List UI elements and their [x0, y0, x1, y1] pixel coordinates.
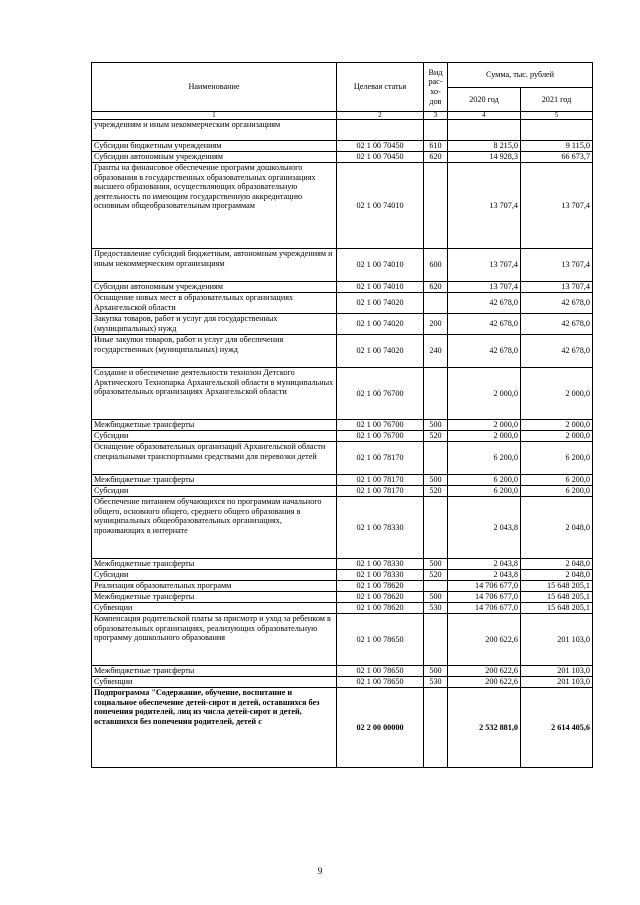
row-code: 02 1 00 78330	[337, 570, 424, 581]
row-sum-2021: 66 673,7	[521, 152, 593, 163]
row-code: 02 1 00 78620	[337, 603, 424, 614]
column-number: 1	[92, 112, 337, 120]
table-row	[92, 677, 593, 688]
row-sum-2020: 42 678,0	[448, 314, 521, 335]
row-name: Межбюджетные трансферты	[92, 420, 337, 431]
table-row	[92, 581, 593, 592]
table-row	[92, 282, 593, 293]
table-row	[92, 368, 593, 420]
row-sum-2020: 200 622,6	[448, 666, 521, 677]
row-vid	[424, 368, 448, 420]
row-sum-2020: 42 678,0	[448, 293, 521, 314]
row-code	[337, 120, 424, 141]
row-sum-2021: 201 103,0	[521, 677, 593, 688]
column-number: 4	[448, 112, 521, 120]
header-vid: Вид рас-хо-дов	[424, 63, 448, 112]
row-vid	[424, 581, 448, 592]
row-vid	[424, 120, 448, 141]
table-row	[92, 570, 593, 581]
table-row	[92, 475, 593, 486]
row-sum-2020: 8 215,0	[448, 141, 521, 152]
row-sum-2021: 2 614 405,6	[521, 688, 593, 768]
page-number: 9	[317, 866, 323, 876]
row-sum-2021: 15 648 205,1	[521, 581, 593, 592]
row-name: Субсидии автономным учреждениям	[92, 282, 337, 293]
row-name: Субсидии	[92, 570, 337, 581]
row-sum-2021: 15 648 205,1	[521, 603, 593, 614]
row-vid: 620	[424, 282, 448, 293]
row-name: Оснащение образовательных организаций Архангельской области специальными транспортными средствами для перевозки детей	[92, 442, 337, 475]
row-name: Субвенции	[92, 603, 337, 614]
row-vid: 530	[424, 677, 448, 688]
column-number: 5	[521, 112, 593, 120]
row-code: 02 1 00 78650	[337, 614, 424, 666]
row-code: 02 1 00 76700	[337, 368, 424, 420]
row-name: Предоставление субсидий бюджетным, автономным учреждениям и иным некоммерческим организациям	[92, 249, 337, 282]
row-code: 02 1 00 78650	[337, 666, 424, 677]
header-2021: 2021 год	[521, 88, 593, 112]
row-sum-2020: 2 043,8	[448, 559, 521, 570]
row-sum-2020: 2 532 881,0	[448, 688, 521, 768]
row-code: 02 1 00 74020	[337, 293, 424, 314]
row-name: Межбюджетные трансферты	[92, 666, 337, 677]
row-sum-2020: 2 000,0	[448, 368, 521, 420]
row-code: 02 1 00 78170	[337, 475, 424, 486]
row-code: 02 1 00 74010	[337, 163, 424, 249]
column-numbers-row	[92, 112, 593, 120]
row-sum-2021: 42 678,0	[521, 314, 593, 335]
row-sum-2020: 2 000,0	[448, 420, 521, 431]
header-code: Целевая статья	[337, 63, 424, 112]
row-sum-2021: 201 103,0	[521, 614, 593, 666]
row-vid: 530	[424, 603, 448, 614]
row-sum-2020: 2 000,0	[448, 431, 521, 442]
header-sum: Сумма, тыс. рублей	[448, 63, 593, 88]
table-row	[92, 603, 593, 614]
column-number: 2	[337, 112, 424, 120]
row-vid: 500	[424, 559, 448, 570]
table-row	[92, 293, 593, 314]
row-vid	[424, 688, 448, 768]
row-sum-2020: 14 706 677,0	[448, 581, 521, 592]
row-code: 02 1 00 78170	[337, 486, 424, 497]
row-name: Субсидии	[92, 431, 337, 442]
row-code: 02 2 00 00000	[337, 688, 424, 768]
table-row	[92, 442, 593, 475]
row-vid: 620	[424, 152, 448, 163]
table-row	[92, 314, 593, 335]
row-vid	[424, 163, 448, 249]
row-vid: 600	[424, 249, 448, 282]
row-sum-2020: 6 200,0	[448, 486, 521, 497]
header-2020: 2020 год	[448, 88, 521, 112]
row-vid: 610	[424, 141, 448, 152]
table-row	[92, 249, 593, 282]
row-sum-2021: 2 048,0	[521, 570, 593, 581]
row-name: Межбюджетные трансферты	[92, 592, 337, 603]
row-code: 02 1 00 78170	[337, 442, 424, 475]
row-name: Подпрограмма "Содержание, обучение, воспитание и социальное обеспечение детей-сирот и детей, оставшихся без попечения родителей, лиц из числа детей-сирот и детей, оставшихся без попечения родителей, детей с	[92, 688, 337, 768]
row-sum-2020: 200 622,6	[448, 614, 521, 666]
table-row	[92, 420, 593, 431]
row-sum-2020: 14 706 677,0	[448, 592, 521, 603]
header-row	[92, 63, 593, 88]
row-name: Межбюджетные трансферты	[92, 559, 337, 570]
row-sum-2020: 6 200,0	[448, 442, 521, 475]
table-row	[92, 486, 593, 497]
row-sum-2021: 6 200,0	[521, 442, 593, 475]
row-name: Создание и обеспечение деятельности технозон Детского Арктического Технопарка Архангельской области в муниципальных образовательных организациях Архангельской области	[92, 368, 337, 420]
table-row	[92, 431, 593, 442]
budget-table	[91, 62, 593, 768]
row-name: Оснащение новых мест в образовательных организациях Архангельской области	[92, 293, 337, 314]
row-name: Субвенции	[92, 677, 337, 688]
column-number: 3	[424, 112, 448, 120]
row-sum-2021: 6 200,0	[521, 486, 593, 497]
row-code: 02 1 00 78330	[337, 559, 424, 570]
row-name: Реализация образовательных программ	[92, 581, 337, 592]
row-sum-2021: 2 000,0	[521, 431, 593, 442]
row-sum-2021: 13 707,4	[521, 282, 593, 293]
table-row	[92, 152, 593, 163]
row-sum-2021: 9 115,0	[521, 141, 593, 152]
row-code: 02 1 00 74010	[337, 282, 424, 293]
row-code: 02 1 00 74020	[337, 335, 424, 368]
table-row	[92, 688, 593, 768]
row-code: 02 1 00 78620	[337, 581, 424, 592]
row-sum-2021: 2 000,0	[521, 368, 593, 420]
row-name: Гранты на финансовое обеспечение программ дошкольного образования в государственных образовательных организациях высшего образования, осуществляющих образовательную деятельность по имеющим государственную аккредитацию основным общеобразовательным программам	[92, 163, 337, 249]
row-sum-2020: 13 707,4	[448, 163, 521, 249]
row-sum-2020: 200 622,6	[448, 677, 521, 688]
row-sum-2021: 13 707,4	[521, 249, 593, 282]
row-code: 02 1 00 70450	[337, 141, 424, 152]
row-vid: 520	[424, 486, 448, 497]
row-vid: 520	[424, 431, 448, 442]
row-sum-2021	[521, 120, 593, 141]
row-name: Субсидии бюджетным учреждениям	[92, 141, 337, 152]
row-sum-2020: 13 707,4	[448, 249, 521, 282]
row-sum-2020: 13 707,4	[448, 282, 521, 293]
table-row	[92, 592, 593, 603]
row-sum-2020: 14 928,3	[448, 152, 521, 163]
row-sum-2020	[448, 120, 521, 141]
table-row	[92, 141, 593, 152]
row-vid: 500	[424, 666, 448, 677]
table-row	[92, 559, 593, 570]
row-sum-2021: 201 103,0	[521, 666, 593, 677]
row-sum-2020: 6 200,0	[448, 475, 521, 486]
table-row	[92, 497, 593, 559]
row-sum-2020: 2 043,8	[448, 570, 521, 581]
row-code: 02 1 00 76700	[337, 431, 424, 442]
row-vid: 500	[424, 592, 448, 603]
row-name: Компенсация родительской платы за присмотр и уход за ребенком в образовательных организациях, реализующих образовательную программу дошкольного образования	[92, 614, 337, 666]
row-vid: 240	[424, 335, 448, 368]
row-name: Иные закупки товаров, работ и услуг для обеспечения государственных (муниципальных) нужд	[92, 335, 337, 368]
row-vid	[424, 497, 448, 559]
row-vid	[424, 442, 448, 475]
row-sum-2021: 15 648 205,1	[521, 592, 593, 603]
table-body	[92, 120, 593, 768]
row-sum-2021: 42 678,0	[521, 293, 593, 314]
row-name: Межбюджетные трансферты	[92, 475, 337, 486]
row-sum-2020: 42 678,0	[448, 335, 521, 368]
table-row	[92, 666, 593, 677]
row-sum-2020: 2 043,8	[448, 497, 521, 559]
row-name: Обеспечение питанием обучающихся по программам начального общего, основного общего, среднего общего образования в муниципальных общеобразовательных организациях, проживающих в интернате	[92, 497, 337, 559]
row-code: 02 1 00 70450	[337, 152, 424, 163]
row-vid	[424, 293, 448, 314]
row-sum-2021: 2 048,0	[521, 559, 593, 570]
table-row	[92, 614, 593, 666]
row-sum-2021: 2 000,0	[521, 420, 593, 431]
row-vid: 520	[424, 570, 448, 581]
row-vid: 500	[424, 420, 448, 431]
row-sum-2020: 14 706 677,0	[448, 603, 521, 614]
row-code: 02 1 00 76700	[337, 420, 424, 431]
row-vid: 200	[424, 314, 448, 335]
table-row	[92, 120, 593, 141]
row-name: Субсидии	[92, 486, 337, 497]
row-sum-2021: 2 048,0	[521, 497, 593, 559]
row-vid	[424, 614, 448, 666]
row-name: Закупка товаров, работ и услуг для государственных (муниципальных) нужд	[92, 314, 337, 335]
row-sum-2021: 42 678,0	[521, 335, 593, 368]
row-name: учреждениям и иным некоммерческим организациям	[92, 120, 337, 141]
header-name: Наименование	[92, 63, 337, 112]
row-code: 02 1 00 74010	[337, 249, 424, 282]
row-sum-2021: 13 707,4	[521, 163, 593, 249]
row-code: 02 1 00 78650	[337, 677, 424, 688]
table-row	[92, 163, 593, 249]
row-name: Субсидии автономным учреждениям	[92, 152, 337, 163]
row-code: 02 1 00 78330	[337, 497, 424, 559]
row-code: 02 1 00 74020	[337, 314, 424, 335]
row-code: 02 1 00 78620	[337, 592, 424, 603]
row-vid: 500	[424, 475, 448, 486]
row-sum-2021: 6 200,0	[521, 475, 593, 486]
table-row	[92, 335, 593, 368]
